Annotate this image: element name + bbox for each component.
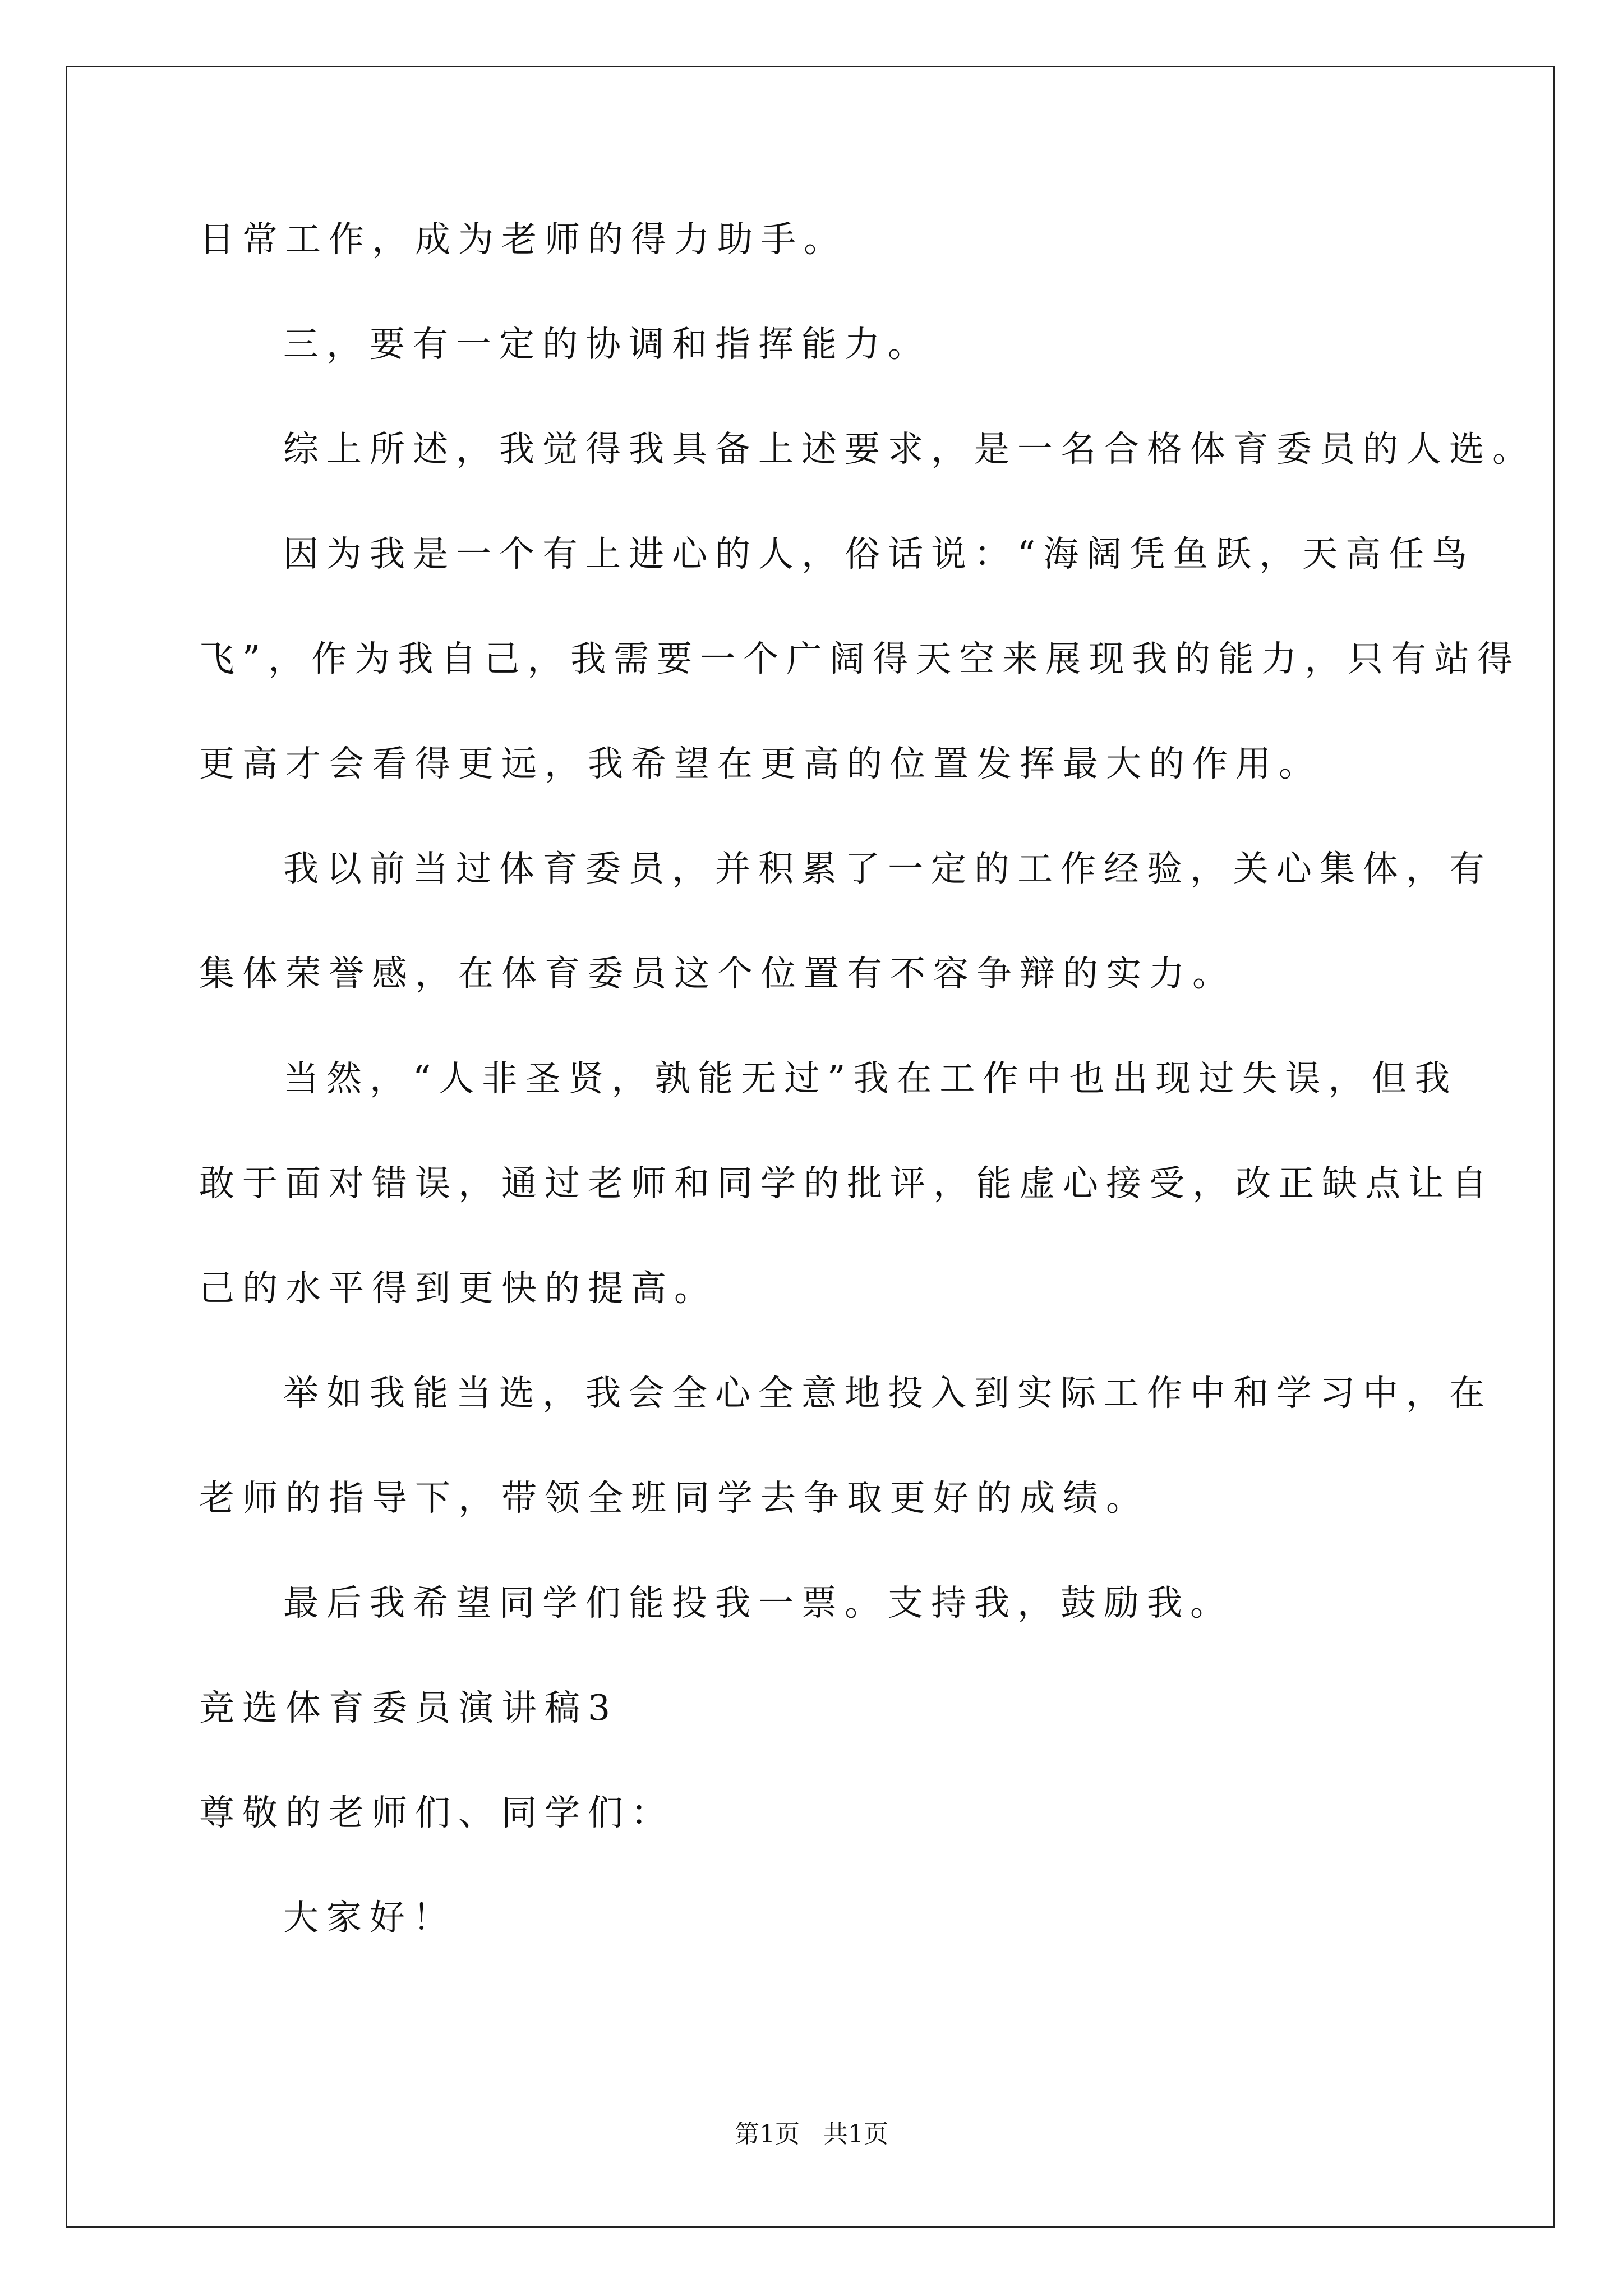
text-line: 综上所述，我觉得我具备上述要求，是一名合格体育委员的人选。 — [283, 429, 1536, 470]
text-line: 我以前当过体育委员，并积累了一定的工作经验，关心集体，有 — [283, 848, 1492, 889]
text-line: 举如我能当选，我会全心全意地投入到实际工作中和学习中，在 — [283, 1373, 1492, 1414]
text-line: 飞”，作为我自己，我需要一个广阔得天空来展现我的能力，只有站得 — [199, 638, 1521, 679]
text-line: 当然，“人非圣贤，孰能无过”我在工作中也出现过失误，但我 — [283, 1058, 1458, 1099]
greeting: 大家好！ — [283, 1897, 456, 1938]
text-line: 三，要有一定的协调和指挥能力。 — [283, 324, 931, 365]
text-line: 己的水平得到更快的提高。 — [199, 1268, 717, 1309]
text-line: 因为我是一个有上进心的人，俗话说：“海阔凭鱼跃，天高任鸟 — [283, 533, 1476, 574]
text-line: 老师的指导下，带领全班同学去争取更好的成绩。 — [199, 1478, 1149, 1519]
document-body — [199, 213, 1536, 1996]
text-line: 最后我希望同学们能投我一票。支持我，鼓励我。 — [283, 1582, 1233, 1623]
salutation: 尊敬的老师们、同学们： — [199, 1792, 674, 1833]
text-line: 更高才会看得更远，我希望在更高的位置发挥最大的作用。 — [199, 743, 1322, 784]
text-line: 集体荣誉感，在体育委员这个位置有不容争辩的实力。 — [199, 953, 1235, 994]
section-heading: 竞选体育委员演讲稿3 — [199, 1687, 619, 1728]
text-line: 日常工作，成为老师的得力助手。 — [199, 219, 847, 260]
page-footer: 第1页 共1页 — [735, 2120, 888, 2148]
text-line: 敢于面对错误，通过老师和同学的批评，能虚心接受，改正缺点让自 — [199, 1163, 1495, 1204]
